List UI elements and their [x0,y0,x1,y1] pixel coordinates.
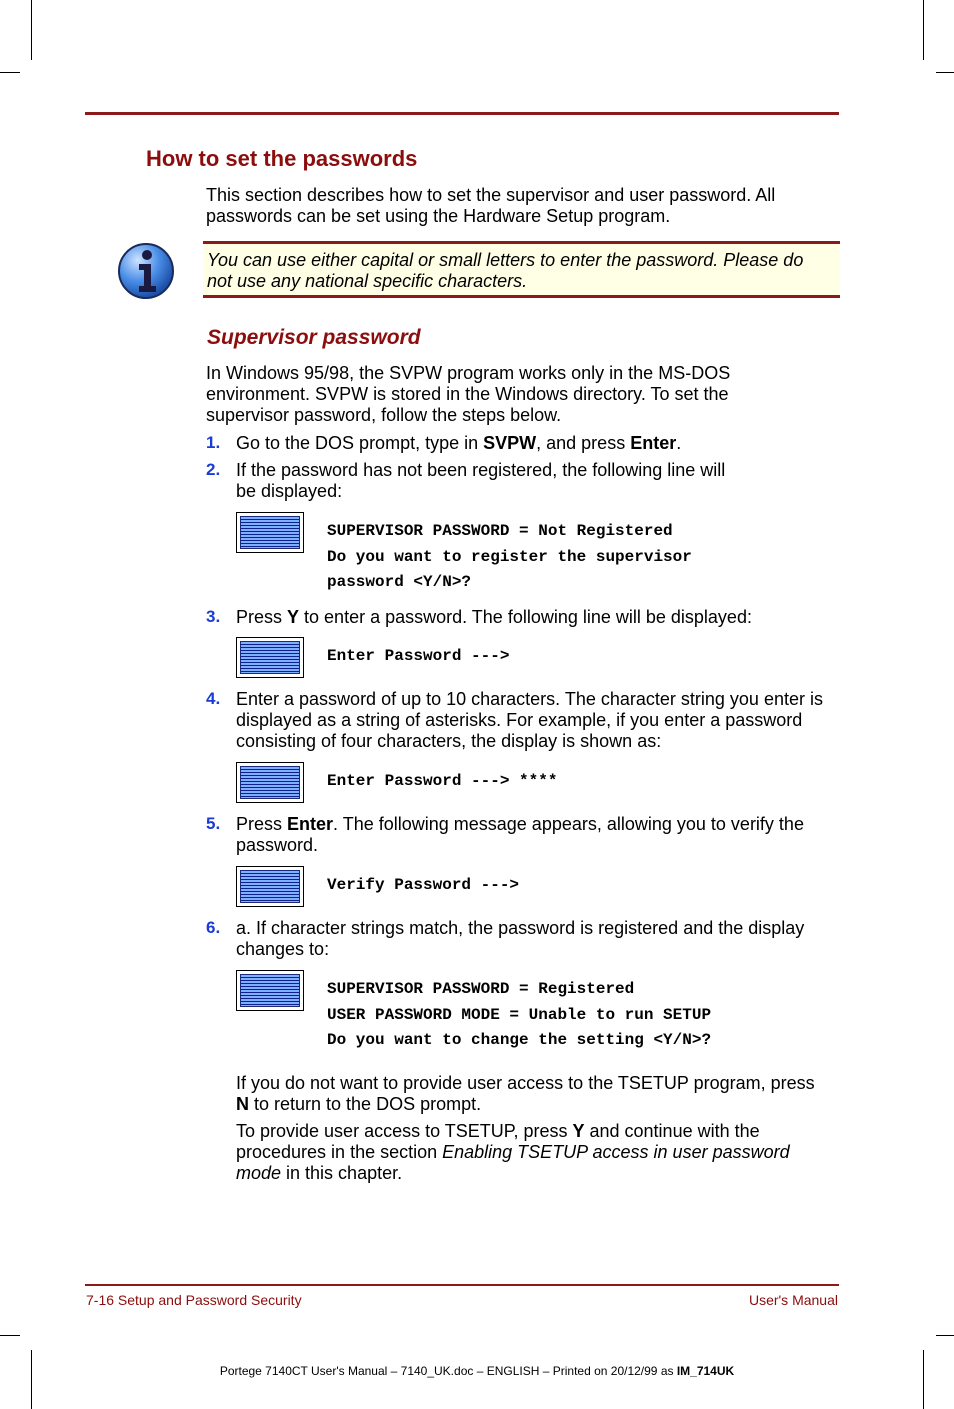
top-rule [85,112,839,115]
step-text: a. If character strings match, the password is registered and the display changes to: [236,918,805,959]
crop-mark [936,1335,954,1336]
step-number: 5. [206,814,221,833]
subsection-intro: In Windows 95/98, the SVPW program works only in the MS-DOS environment. SVPW is stored in the Windows directory. To set the supervisor password, follow the steps below. [206,363,731,425]
crop-mark [923,1350,924,1409]
crop-mark [0,1335,20,1336]
footer-left: 7-16 Setup and Password Security [86,1292,302,1308]
step-text: Go to the DOS prompt, type in SVPW, and press Enter. [236,433,682,453]
footer-right: User's Manual [748,1292,838,1308]
crop-mark [936,72,954,73]
print-info: Portege 7140CT User's Manual – 7140_UK.doc – ENGLISH – Printed on 20/12/99 as IM_714UK [219,1364,735,1378]
crop-mark [0,72,20,73]
crop-mark [31,1350,32,1409]
info-icon [115,242,177,300]
crop-mark [923,0,924,60]
screen-icon [236,970,304,1011]
footer-rule [85,1284,839,1286]
step-number: 4. [206,689,221,708]
screen-output: SUPERVISOR PASSWORD = Registered USER PASSWORD MODE = Unable to run SETUP Do you want to change the setting <Y/N>? [327,980,712,1049]
step-text: If the password has not been registered, the following line will be displayed: [236,460,726,501]
screen-icon [236,866,304,907]
step-number: 1. [206,433,221,452]
step-number: 2. [206,460,221,479]
note-text: You can use either capital or small letters to enter the password. Please do not use any national specific characters. [207,250,804,291]
subsection-title: Supervisor password [207,326,421,349]
step-text: Press Y to enter a password. The following line will be displayed: [236,607,752,627]
screen-icon [236,512,304,553]
step-text: Enter a password of up to 10 characters. The character string you enter is displayed as a string of asterisks. For example, if you enter a password consisting of four characters, the display is shown as: [236,689,823,751]
screen-icon [236,762,304,803]
after-paragraph: If you do not want to provide user access to the TSETUP program, press N to return to the DOS prompt. [236,1073,815,1114]
step-text: Press Enter. The following message appears, allowing you to verify the password. [236,814,804,855]
screen-output: SUPERVISOR PASSWORD = Not Registered Do you want to register the supervisor password <Y/N>? [327,522,692,591]
screen-output: Enter Password ---> [327,647,510,665]
intro-paragraph: This section describes how to set the supervisor and user password. All passwords can be set using the Hardware Setup program. [206,185,776,226]
step-number: 3. [206,607,221,626]
after-paragraph: To provide user access to TSETUP, press Y and continue with the procedures in the section Enabling TSETUP access in user password mode in this chapter. [236,1121,790,1183]
crop-mark [31,0,32,60]
screen-output: Enter Password ---> **** [327,772,558,790]
note-box [203,241,840,298]
page-title: How to set the passwords [146,146,418,171]
step-number: 6. [206,918,221,937]
screen-icon [236,637,304,678]
screen-output: Verify Password ---> [327,876,520,894]
